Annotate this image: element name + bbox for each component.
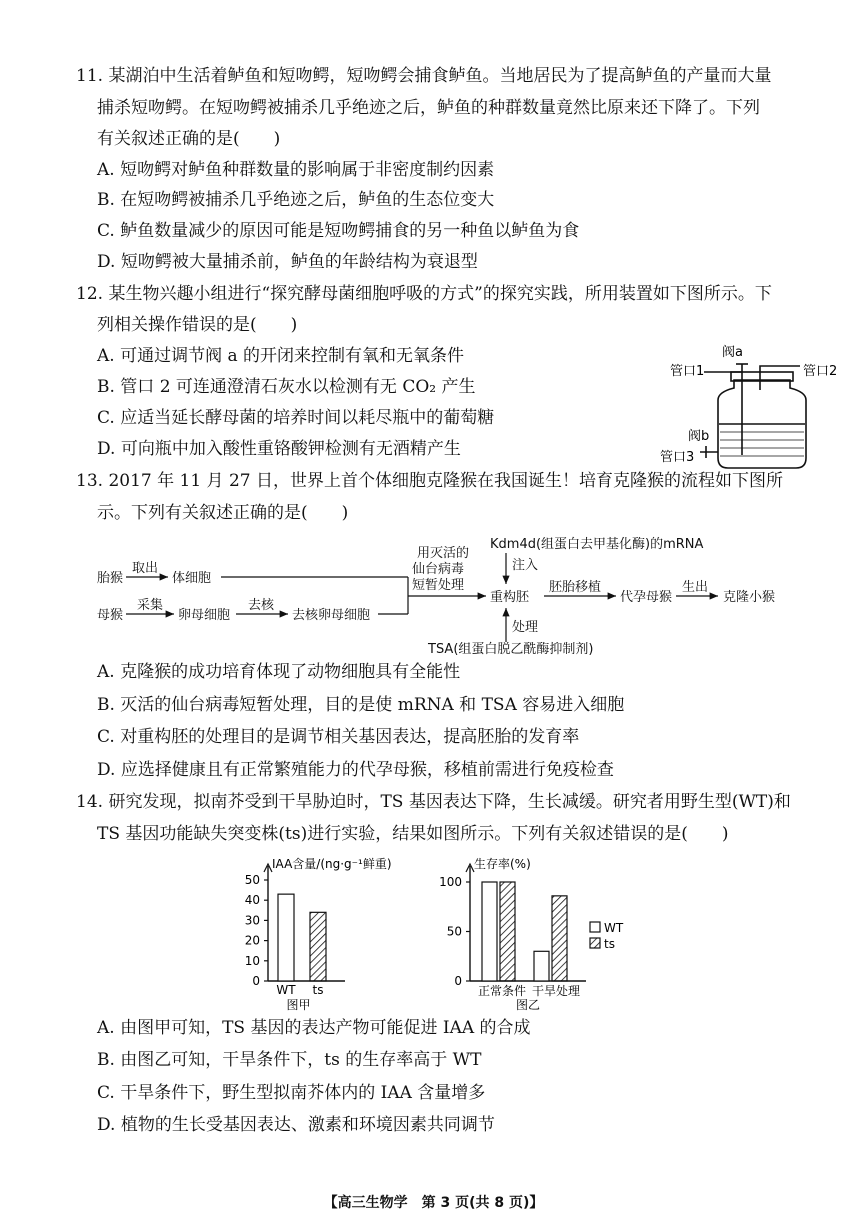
y-tick-label: 0 bbox=[252, 974, 260, 988]
y-tick-label: 50 bbox=[244, 873, 260, 887]
page-footer: 【高三生物学 第 3 页(共 8 页)】 bbox=[323, 1195, 544, 1211]
q13-stem-line2: 示。下列有关叙述正确的是( ) bbox=[97, 503, 349, 523]
y-tick-label: 30 bbox=[244, 913, 260, 928]
bar-wt bbox=[278, 894, 294, 981]
y-axis-label: 生存率(%) bbox=[474, 857, 531, 871]
bar-ts-1 bbox=[552, 896, 567, 981]
x-tick-label: WT bbox=[276, 983, 296, 997]
y-tick-label: 100 bbox=[439, 875, 462, 889]
q12-option-b: B. 管口 2 可连通澄清石灰水以检测有无 CO₂ 产生 bbox=[97, 377, 476, 397]
valve-b-label: 阀b bbox=[688, 429, 710, 444]
chart-yi bbox=[439, 856, 624, 1012]
q14-option-c: C. 干旱条件下，野生型拟南芥体内的 IAA 含量增多 bbox=[97, 1083, 486, 1103]
flow-reconstructed-embryo: 重构胚 bbox=[490, 590, 530, 605]
legend-label-ts: ts bbox=[604, 937, 615, 951]
flow-inject-label: 注入 bbox=[512, 558, 539, 573]
flow-treat-label: 处理 bbox=[512, 620, 539, 635]
port2-label: 管口2 bbox=[803, 364, 838, 379]
chart-title: 图甲 bbox=[286, 998, 311, 1012]
flow-collect-label: 采集 bbox=[137, 598, 164, 613]
bar-ts bbox=[310, 912, 326, 981]
y-axis-label: IAA含量/(ng·g⁻¹鲜重) bbox=[272, 857, 392, 871]
q11-option-d: D. 短吻鳄被大量捕杀前，鲈鱼的年龄结构为衰退型 bbox=[97, 252, 478, 272]
flow-birth-label: 生出 bbox=[682, 580, 709, 595]
flow-virus-line1: 用灭活的 bbox=[417, 546, 470, 561]
q13-stem-line1: 13. 2017 年 11 月 27 日，世界上首个体细胞克隆猴在我国诞生！培育克隆猴的流程如下图所 bbox=[76, 471, 783, 491]
flow-clone-monkey: 克隆小猴 bbox=[723, 590, 776, 605]
q11-option-a: A. 短吻鳄对鲈鱼种群数量的影响属于非密度制约因素 bbox=[97, 160, 495, 180]
x-tick-label: 干旱处理 bbox=[532, 984, 581, 998]
port3-label: 管口3 bbox=[660, 450, 695, 465]
flow-mother-monkey: 母猴 bbox=[97, 608, 124, 623]
q12-stem-line1: 12. 某生物兴趣小组进行“探究酵母菌细胞呼吸的方式”的探究实践，所用装置如下图所示。下 bbox=[76, 284, 772, 304]
q11-stem-line1: 11. 某湖泊中生活着鲈鱼和短吻鳄，短吻鳄会捕食鲈鱼。当地居民为了提高鲈鱼的产量而大量 bbox=[76, 66, 772, 86]
legend-label-wt: WT bbox=[604, 921, 624, 935]
q11-option-b: B. 在短吻鳄被捕杀几乎绝迹之后，鲈鱼的生态位变大 bbox=[97, 190, 495, 210]
y-tick-label: 0 bbox=[454, 974, 462, 988]
x-tick-label: ts bbox=[312, 983, 324, 997]
q14-stem-line1: 14. 研究发现，拟南芥受到干旱胁迫时，TS 基因表达下降，生长减缓。研究者用野生型(WT)和 bbox=[76, 792, 791, 812]
q13-option-c: C. 对重构胚的处理目的是调节相关基因表达，提高胚胎的发育率 bbox=[97, 727, 580, 747]
flow-virus-line2: 仙台病毒 bbox=[412, 562, 465, 577]
flow-transfer-label: 胚胎移植 bbox=[549, 580, 602, 595]
flow-virus-line3: 短暂处理 bbox=[412, 578, 465, 593]
q12-option-a: A. 可通过调节阀 a 的开闭来控制有氧和无氧条件 bbox=[97, 346, 465, 366]
flow-take-label: 取出 bbox=[132, 561, 159, 576]
q14-option-b: B. 由图乙可知，干旱条件下，ts 的生存率高于 WT bbox=[97, 1050, 482, 1070]
flow-tsa: TSA(组蛋白脱乙酰酶抑制剂) bbox=[428, 642, 594, 657]
q13-option-a: A. 克隆猴的成功培育体现了动物细胞具有全能性 bbox=[97, 662, 461, 682]
q12-option-d: D. 可向瓶中加入酸性重铬酸钾检测有无酒精产生 bbox=[97, 439, 461, 459]
q14-option-a: A. 由图甲可知，TS 基因的表达产物可能促进 IAA 的合成 bbox=[97, 1018, 531, 1038]
q11-stem-line3: 有关叙述正确的是( ) bbox=[97, 129, 281, 149]
q12-option-c: C. 应适当延长酵母菌的培养时间以耗尽瓶中的葡萄糖 bbox=[97, 408, 495, 428]
flow-surrogate: 代孕母猴 bbox=[620, 590, 673, 605]
bar-wt-1 bbox=[534, 951, 549, 981]
legend-swatch-ts bbox=[590, 938, 600, 948]
flow-somatic-cell: 体细胞 bbox=[172, 571, 212, 586]
q13-option-b: B. 灭活的仙台病毒短暂处理，目的是使 mRNA 和 TSA 容易进入细胞 bbox=[97, 695, 625, 715]
q12-stem-line2: 列相关操作错误的是( ) bbox=[97, 315, 298, 335]
y-tick-label: 10 bbox=[244, 953, 260, 968]
flow-oocyte: 卵母细胞 bbox=[178, 608, 231, 623]
x-tick-label: 正常条件 bbox=[478, 984, 527, 998]
flow-kdm-mrna: Kdm4d(组蛋白去甲基化酶)的mRNA bbox=[490, 537, 704, 552]
flow-enucleate-label: 去核 bbox=[248, 598, 275, 613]
y-tick-label: 40 bbox=[244, 893, 260, 908]
bar-wt-0 bbox=[482, 882, 497, 981]
flow-enucleated-oocyte: 去核卵母细胞 bbox=[292, 608, 371, 623]
y-tick-label: 20 bbox=[244, 933, 260, 948]
bar-ts-0 bbox=[500, 882, 515, 981]
q11-option-c: C. 鲈鱼数量减少的原因可能是短吻鳄捕食的另一种鱼以鲈鱼为食 bbox=[97, 221, 580, 241]
port1-label: 管口1 bbox=[670, 364, 705, 379]
valve-a-label: 阀a bbox=[722, 345, 743, 360]
q13-option-d: D. 应选择健康且有正常繁殖能力的代孕母猴，移植前需进行免疫检查 bbox=[97, 760, 614, 780]
legend-swatch-wt bbox=[590, 922, 600, 932]
q14-option-d: D. 植物的生长受基因表达、激素和环境因素共同调节 bbox=[97, 1115, 495, 1135]
y-tick-label: 50 bbox=[446, 924, 462, 939]
q11-stem-line2: 捕杀短吻鳄。在短吻鳄被捕杀几乎绝迹之后，鲈鱼的种群数量竟然比原来还下降了。下列 bbox=[97, 98, 760, 118]
q14-stem-line2: TS 基因功能缺失突变株(ts)进行实验，结果如图所示。下列有关叙述错误的是( ) bbox=[97, 824, 729, 844]
flow-fetal-monkey: 胎猴 bbox=[97, 571, 124, 586]
chart-title: 图乙 bbox=[515, 998, 541, 1012]
chart-jia bbox=[245, 856, 392, 1012]
